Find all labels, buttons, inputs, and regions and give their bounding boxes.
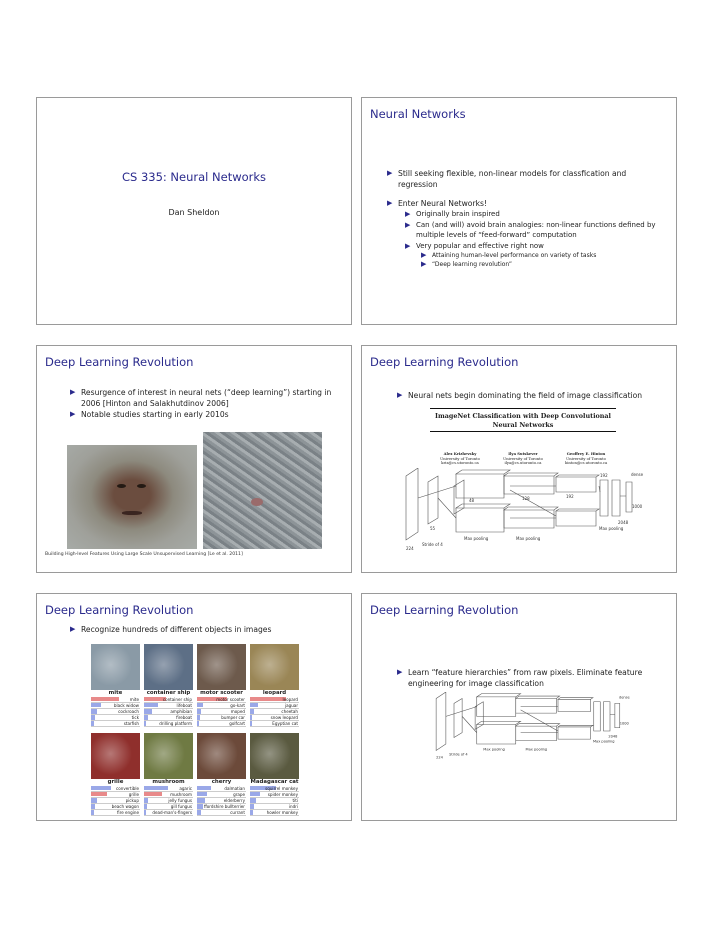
confidence-bar xyxy=(197,721,199,725)
slide-deep-learning-1 xyxy=(36,345,352,573)
prediction-tile xyxy=(91,733,140,816)
prediction-row xyxy=(250,810,299,816)
prediction-label: cheetah xyxy=(281,709,298,715)
confidence-bar xyxy=(91,804,95,808)
prediction-label: mite xyxy=(129,697,139,702)
confidence-bar xyxy=(91,709,97,713)
svg-text:Max pooling: Max pooling xyxy=(592,739,615,744)
prediction-label: titi xyxy=(292,798,298,804)
prediction-label: beach wagon xyxy=(111,804,139,810)
svg-text:Max pooling: Max pooling xyxy=(516,536,541,541)
confidence-bar xyxy=(144,703,158,707)
slide-neural-networks xyxy=(361,97,677,325)
prediction-label: amphibian xyxy=(170,709,192,715)
bullet-icon: ▶ xyxy=(405,221,411,229)
bullet-icon: ▶ xyxy=(70,625,76,633)
prediction-label: motor scooter xyxy=(216,697,245,702)
prediction-label: tick xyxy=(131,715,139,721)
confidence-bar xyxy=(197,786,211,790)
svg-text:dense: dense xyxy=(618,695,630,700)
prediction-label: convertible xyxy=(116,786,139,791)
svg-text:Max pooling: Max pooling xyxy=(483,747,505,752)
true-label: motor scooter xyxy=(200,690,243,696)
prediction-row xyxy=(144,810,193,816)
prediction-row xyxy=(144,721,193,727)
confidence-bar xyxy=(91,786,111,790)
prediction-row xyxy=(197,810,246,816)
bullet-icon: ▶ xyxy=(70,388,76,396)
svg-text:192: 192 xyxy=(566,494,574,499)
sub-bullet: ▶ Can (and will) avoid brain analogies: non-linear functions defined by multiple levels of “feed-forward” computation xyxy=(405,221,656,239)
confidence-bar xyxy=(197,792,207,796)
prediction-row xyxy=(91,810,140,816)
svg-text:Max pooling: Max pooling xyxy=(599,526,624,531)
example-photo xyxy=(197,733,246,779)
mouth-shape xyxy=(122,511,142,515)
confidence-bar xyxy=(144,804,147,808)
bullet: ▶ Resurgence of interest in neural nets (“deep learning”) starting in 2006 [Hinton and Salakhutdinov 2006] xyxy=(70,388,332,408)
prediction-tile xyxy=(144,644,193,727)
confidence-bar xyxy=(250,721,252,725)
example-photo xyxy=(91,644,140,690)
prediction-label: moped xyxy=(230,709,245,715)
example-photo xyxy=(91,733,140,779)
confidence-bar xyxy=(197,703,203,707)
svg-text:55: 55 xyxy=(430,526,436,531)
confidence-bar xyxy=(250,715,252,719)
prediction-row xyxy=(197,721,246,727)
svg-text:Max pooling: Max pooling xyxy=(464,536,489,541)
true-label: mite xyxy=(108,690,123,696)
confidence-bar xyxy=(250,703,258,707)
prediction-label: fireboat xyxy=(176,715,192,721)
citation: Building High-level Features Using Large Scale Unsupervised Learning [Le et al. 2011] xyxy=(45,552,243,557)
slide-deep-learning-2 xyxy=(361,345,677,573)
prediction-label: mushroom xyxy=(170,792,192,798)
bullet-icon: ▶ xyxy=(387,169,393,177)
svg-text:Max pooling: Max pooling xyxy=(525,747,548,752)
prediction-label: agaric xyxy=(179,786,192,791)
nose-shape xyxy=(251,498,263,506)
learned-face-image xyxy=(67,445,197,549)
confidence-bar xyxy=(144,798,148,802)
prediction-tile xyxy=(250,733,299,816)
paper-authors xyxy=(430,452,616,466)
bullet: ▶ Learn “feature hierarchies” from raw pixels. Eliminate feature engineering for image classification xyxy=(397,668,643,688)
prediction-label: snow leopard xyxy=(270,715,298,721)
prediction-label: container ship xyxy=(162,697,192,702)
confidence-bar xyxy=(197,810,201,814)
slide-deep-learning-4 xyxy=(361,593,677,821)
prediction-label: grille xyxy=(128,792,139,798)
confidence-bar xyxy=(91,810,94,814)
bullet: ▶ Enter Neural Networks! xyxy=(387,199,487,208)
slide-title xyxy=(36,97,352,325)
learned-cat-image xyxy=(203,432,322,549)
prediction-tile xyxy=(250,644,299,727)
true-label: mushroom xyxy=(152,779,185,785)
prediction-label: bumper car xyxy=(221,715,245,721)
paper-excerpt xyxy=(424,408,622,466)
prediction-label: black widow xyxy=(113,703,139,709)
imagenet-predictions-grid xyxy=(89,644,301,818)
slide-heading: Deep Learning Revolution xyxy=(45,603,194,617)
slide-heading: Deep Learning Revolution xyxy=(370,603,519,617)
prediction-label: spider monkey xyxy=(267,792,298,798)
example-photo xyxy=(250,733,299,779)
prediction-label: elderberry xyxy=(223,798,245,804)
prediction-label: squirrel monkey xyxy=(265,786,298,791)
prediction-label: go-kart xyxy=(230,703,245,709)
sub-sub-bullet: ▶ “Deep learning revolution” xyxy=(421,260,513,268)
confidence-bar xyxy=(250,810,253,814)
paper-title: ImageNet Classification with Deep Convolutional Neural Networks xyxy=(434,412,611,429)
slide-heading: Deep Learning Revolution xyxy=(370,355,519,369)
confidence-bar xyxy=(144,721,146,725)
feature-hierarchy-diagram xyxy=(432,692,632,770)
paper-author: Alex Krizhevsky University of Toronto kriz@cs.utoronto.ca xyxy=(440,452,480,466)
svg-text:Stride of 4: Stride of 4 xyxy=(422,542,443,547)
svg-text:128: 128 xyxy=(522,496,530,501)
prediction-label: indri xyxy=(288,804,298,810)
confidence-bar xyxy=(197,715,200,719)
confidence-bar xyxy=(144,786,168,790)
confidence-bar xyxy=(91,798,97,802)
example-photo xyxy=(144,733,193,779)
bullet-icon: ▶ xyxy=(405,210,411,218)
confidence-bar xyxy=(197,798,205,802)
svg-text:224: 224 xyxy=(406,546,414,551)
bullet: ▶ Neural nets begin dominating the field of image classification xyxy=(397,391,643,400)
svg-text:2048: 2048 xyxy=(618,520,629,525)
bullet-icon: ▶ xyxy=(405,242,411,250)
prediction-label: Egyptian cat xyxy=(272,721,298,727)
svg-text:1000: 1000 xyxy=(619,721,629,726)
confidence-bar xyxy=(197,709,201,713)
confidence-bar xyxy=(91,715,95,719)
prediction-label: dalmatian xyxy=(224,786,245,791)
prediction-tile xyxy=(144,733,193,816)
confidence-bar xyxy=(91,703,101,707)
bullet-icon: ▶ xyxy=(397,668,403,676)
divider xyxy=(430,431,616,432)
confidence-bar xyxy=(91,792,107,796)
bullet: ▶ Still seeking flexible, non-linear models for classfication and regression xyxy=(387,169,627,189)
confidence-bar xyxy=(250,697,286,701)
confidence-bar xyxy=(250,804,254,808)
prediction-tile xyxy=(197,644,246,727)
svg-text:224: 224 xyxy=(436,755,443,760)
bullet: ▶ Notable studies starting in early 2010s xyxy=(70,410,229,419)
confidence-bar xyxy=(144,715,148,719)
bullet-icon: ▶ xyxy=(397,391,403,399)
sub-bullet: ▶ Originally brain inspired xyxy=(405,210,500,218)
paper-author: Geoffrey E. Hinton University of Toronto hinton@cs.utoronto.ca xyxy=(564,452,608,466)
true-label: grille xyxy=(107,779,124,785)
confidence-bar xyxy=(144,810,146,814)
divider xyxy=(430,408,616,409)
prediction-row xyxy=(250,721,299,727)
prediction-row xyxy=(91,721,140,727)
svg-text:dense: dense xyxy=(631,472,644,477)
svg-text:Stride of 4: Stride of 4 xyxy=(449,752,468,757)
prediction-label: currant xyxy=(230,810,245,816)
slide-heading: Neural Networks xyxy=(370,107,466,121)
confidence-bar xyxy=(91,697,119,701)
paper-author: Ilya Sutskever University of Toronto ilya@cs.utoronto.ca xyxy=(503,452,543,466)
prediction-label: gill fungus xyxy=(170,804,192,810)
bullet-icon: ▶ xyxy=(387,199,393,207)
confidence-bar xyxy=(144,709,152,713)
alexnet-architecture-diagram xyxy=(404,468,644,564)
prediction-tile xyxy=(197,733,246,816)
prediction-label: cockroach xyxy=(118,709,139,715)
prediction-label: starfish xyxy=(123,721,139,727)
prediction-label: dead-man's-fingers xyxy=(152,810,192,816)
example-photo xyxy=(144,644,193,690)
prediction-tile xyxy=(91,644,140,727)
bullet-icon: ▶ xyxy=(70,410,76,418)
course-title: CS 335: Neural Networks xyxy=(121,170,267,184)
sub-bullet: ▶ Very popular and effective right now xyxy=(405,242,544,250)
eye-shape xyxy=(137,484,146,488)
true-label: container ship xyxy=(146,690,191,696)
prediction-label: golfcart xyxy=(229,721,245,727)
sub-sub-bullet: ▶ Attaining human-level performance on variety of tasks xyxy=(421,251,597,259)
confidence-bar xyxy=(91,721,94,725)
bullet-icon: ▶ xyxy=(421,251,427,259)
prediction-label: leopard xyxy=(282,697,298,702)
confidence-bar xyxy=(250,798,256,802)
author-name: Dan Sheldon xyxy=(168,208,220,217)
true-label: leopard xyxy=(262,690,287,696)
svg-text:2048: 2048 xyxy=(608,734,618,739)
example-photo xyxy=(250,644,299,690)
prediction-label: drilling platform xyxy=(159,721,192,727)
svg-text:192: 192 xyxy=(600,473,608,478)
confidence-bar xyxy=(250,709,254,713)
eye-shape xyxy=(117,484,126,488)
prediction-label: fire engine xyxy=(117,810,139,816)
prediction-label: ffordshire bullterrier xyxy=(203,804,245,810)
bullet: ▶ Recognize hundreds of different objects in images xyxy=(70,625,272,634)
svg-text:1000: 1000 xyxy=(632,504,643,509)
confidence-bar xyxy=(197,804,203,808)
confidence-bar xyxy=(144,792,162,796)
slide-heading: Deep Learning Revolution xyxy=(45,355,194,369)
example-photo xyxy=(197,644,246,690)
confidence-bar xyxy=(250,792,260,796)
prediction-label: howler monkey xyxy=(266,810,298,816)
prediction-label: jaguar xyxy=(284,703,298,709)
slide-deep-learning-3 xyxy=(36,593,352,821)
prediction-label: lifeboat xyxy=(176,703,192,709)
prediction-label: jelly fungus xyxy=(168,798,192,804)
true-label: Madagascar cat xyxy=(250,779,299,785)
bullet-icon: ▶ xyxy=(421,260,427,268)
prediction-label: grape xyxy=(233,792,245,798)
svg-text:48: 48 xyxy=(469,498,475,503)
prediction-label: pickup xyxy=(125,798,139,804)
true-label: cherry xyxy=(211,779,232,785)
